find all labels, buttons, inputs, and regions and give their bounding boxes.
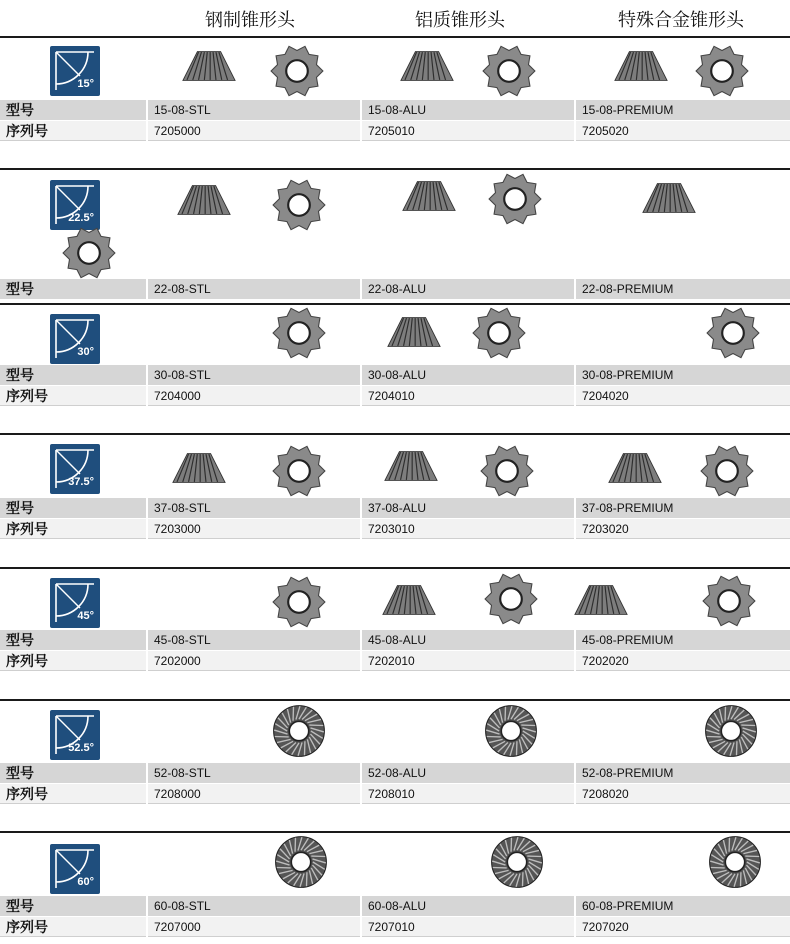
cone-cutter-image — [398, 46, 456, 90]
serial-label: 序列号 — [0, 784, 146, 804]
model-cell: 52-08-STL — [148, 763, 360, 783]
serial-label: 序列号 — [0, 121, 146, 141]
model-cell: 60-08-ALU — [362, 896, 574, 916]
serial-cell: 7203000 — [148, 519, 360, 539]
model-cell: 37-08-PREMIUM — [576, 498, 790, 518]
angle-label: 52.5° — [68, 742, 94, 754]
model-label: 型号 — [0, 365, 146, 385]
cone-cutter-image — [380, 580, 438, 624]
serial-cell: 7208010 — [362, 784, 574, 804]
header-aluminum: 铝质锥形头 — [415, 10, 505, 31]
angle-label: 22.5° — [68, 212, 94, 224]
serial-cell: 7202000 — [148, 651, 360, 671]
model-label: 型号 — [0, 279, 146, 299]
serial-cell: 7208000 — [148, 784, 360, 804]
model-cell: 37-08-STL — [148, 498, 360, 518]
cone-cutter-image — [606, 448, 664, 492]
model-cell: 15-08-PREMIUM — [576, 100, 790, 120]
cone-cutter-image — [572, 580, 630, 624]
angle-label: 45° — [77, 610, 94, 622]
angle-label: 15° — [77, 78, 94, 90]
section-divider — [0, 36, 790, 38]
serial-cell: 7207020 — [576, 917, 790, 937]
model-row — [0, 763, 790, 783]
gear-cutter-image — [702, 574, 756, 632]
model-cell: 52-08-PREMIUM — [576, 763, 790, 783]
serial-cell: 7203020 — [576, 519, 790, 539]
angle-label: 37.5° — [68, 476, 94, 488]
model-label: 型号 — [0, 763, 146, 783]
disc-cutter-image — [704, 704, 758, 762]
section-divider — [0, 303, 790, 305]
model-cell: 60-08-PREMIUM — [576, 896, 790, 916]
angle-badge — [50, 844, 100, 894]
model-cell: 30-08-ALU — [362, 365, 574, 385]
serial-label: 序列号 — [0, 917, 146, 937]
cone-cutter-image — [180, 46, 238, 90]
angle-badge — [50, 710, 100, 760]
disc-cutter-image — [274, 835, 328, 893]
gear-cutter-image — [484, 572, 538, 630]
serial-label: 序列号 — [0, 386, 146, 406]
model-row — [0, 365, 790, 385]
model-cell: 15-08-ALU — [362, 100, 574, 120]
model-cell: 52-08-ALU — [362, 763, 574, 783]
serial-label: 序列号 — [0, 519, 146, 539]
model-row — [0, 498, 790, 518]
model-cell: 15-08-STL — [148, 100, 360, 120]
angle-badge — [50, 578, 100, 628]
section-divider — [0, 831, 790, 833]
angle-badge — [50, 180, 100, 230]
disc-cutter-image — [708, 835, 762, 893]
model-cell: 37-08-ALU — [362, 498, 574, 518]
section-divider — [0, 168, 790, 170]
disc-cutter-image — [490, 835, 544, 893]
model-cell: 30-08-STL — [148, 365, 360, 385]
cone-cutter-image — [400, 176, 458, 220]
disc-cutter-image — [272, 704, 326, 762]
serial-label: 序列号 — [0, 651, 146, 671]
gear-cutter-image — [706, 306, 760, 364]
model-cell: 45-08-ALU — [362, 630, 574, 650]
angle-badge — [50, 314, 100, 364]
gear-cutter-image — [472, 306, 526, 364]
gear-cutter-image — [700, 444, 754, 502]
serial-row — [0, 121, 790, 141]
serial-cell: 7204010 — [362, 386, 574, 406]
angle-label: 30° — [77, 346, 94, 358]
gear-cutter-image — [488, 172, 542, 230]
gear-cutter-image — [695, 44, 749, 102]
model-cell: 60-08-STL — [148, 896, 360, 916]
model-label: 型号 — [0, 498, 146, 518]
serial-cell: 7204000 — [148, 386, 360, 406]
serial-cell: 7204020 — [576, 386, 790, 406]
serial-row — [0, 917, 790, 937]
serial-cell: 7205000 — [148, 121, 360, 141]
model-row — [0, 630, 790, 650]
gear-cutter-image — [272, 444, 326, 502]
serial-cell: 7207000 — [148, 917, 360, 937]
gear-cutter-image — [272, 306, 326, 364]
serial-cell: 7203010 — [362, 519, 574, 539]
angle-badge — [50, 46, 100, 96]
gear-cutter-image — [62, 226, 116, 284]
cone-cutter-image — [175, 180, 233, 224]
section-divider — [0, 567, 790, 569]
header-premium: 特殊合金锥形头 — [618, 10, 744, 31]
gear-cutter-image — [272, 178, 326, 236]
cone-cutter-image — [640, 178, 698, 222]
model-cell: 30-08-PREMIUM — [576, 365, 790, 385]
serial-cell: 7208020 — [576, 784, 790, 804]
model-cell: 22-08-STL — [148, 279, 360, 299]
angle-badge — [50, 444, 100, 494]
model-label: 型号 — [0, 896, 146, 916]
serial-row — [0, 386, 790, 406]
angle-label: 60° — [77, 876, 94, 888]
serial-cell: 7202010 — [362, 651, 574, 671]
header-steel: 钢制锥形头 — [205, 10, 295, 31]
model-label: 型号 — [0, 100, 146, 120]
cone-cutter-image — [170, 448, 228, 492]
serial-cell: 7205010 — [362, 121, 574, 141]
model-cell: 22-08-ALU — [362, 279, 574, 299]
gear-cutter-image — [270, 44, 324, 102]
gear-cutter-image — [480, 444, 534, 502]
cone-cutter-image — [612, 46, 670, 90]
model-cell: 45-08-PREMIUM — [576, 630, 790, 650]
serial-row — [0, 651, 790, 671]
gear-cutter-image — [482, 44, 536, 102]
model-cell: 45-08-STL — [148, 630, 360, 650]
serial-cell: 7205020 — [576, 121, 790, 141]
gear-cutter-image — [272, 575, 326, 633]
cone-cutter-image — [382, 446, 440, 490]
model-row — [0, 896, 790, 916]
disc-cutter-image — [484, 704, 538, 762]
serial-row — [0, 784, 790, 804]
section-divider — [0, 699, 790, 701]
model-cell: 22-08-PREMIUM — [576, 279, 790, 299]
model-label: 型号 — [0, 630, 146, 650]
cone-cutter-image — [385, 312, 443, 356]
serial-cell: 7207010 — [362, 917, 574, 937]
serial-row — [0, 519, 790, 539]
section-divider — [0, 433, 790, 435]
serial-cell: 7202020 — [576, 651, 790, 671]
model-row — [0, 100, 790, 120]
model-row — [0, 279, 790, 299]
